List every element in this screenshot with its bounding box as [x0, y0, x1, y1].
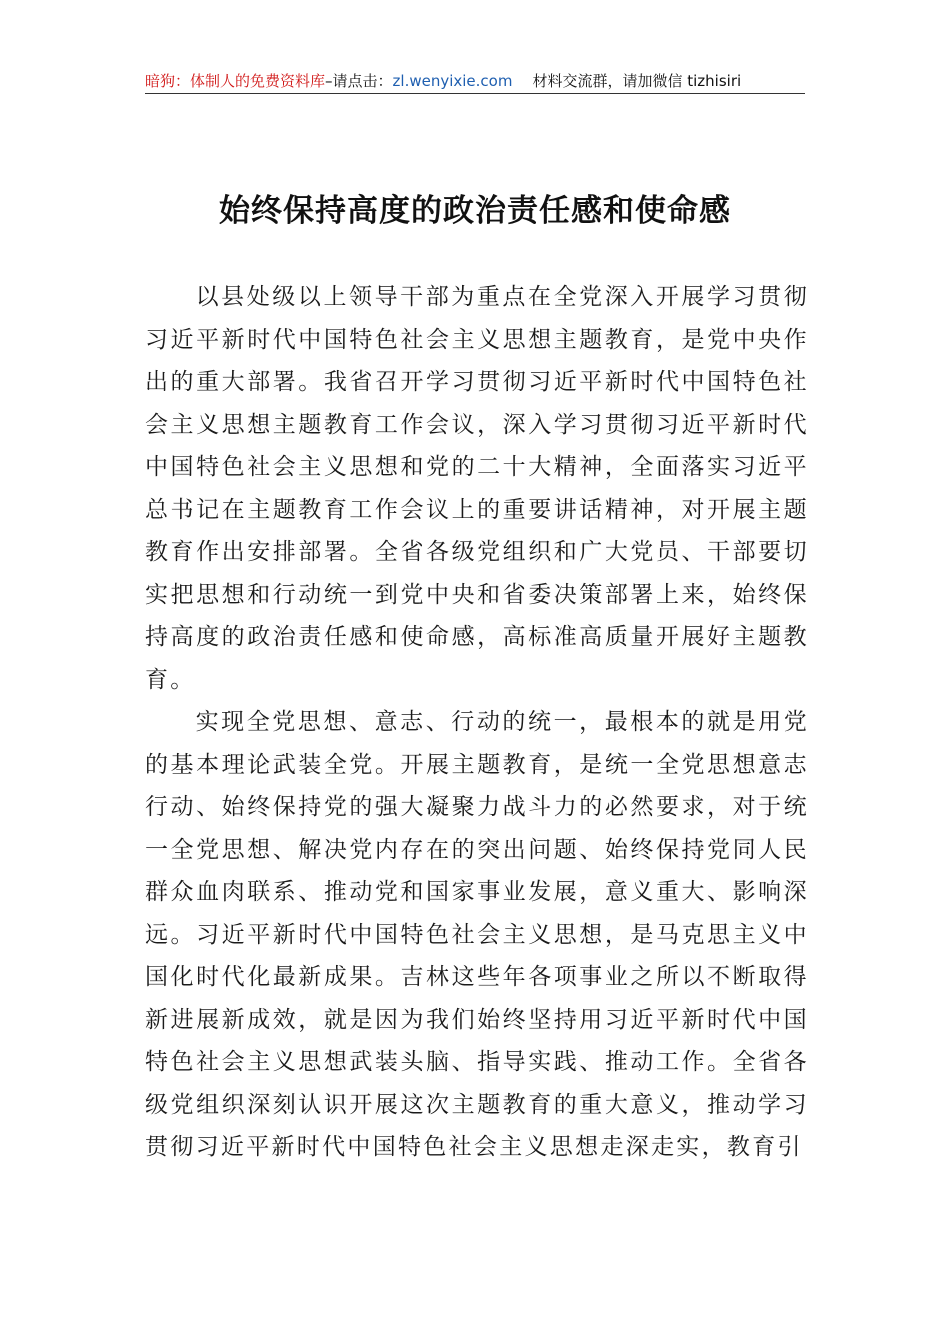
paragraph: 以县处级以上领导干部为重点在全党深入开展学习贯彻习近平新时代中国特色社会主义思想主题教育，是党中央作出的重大部署。我省召开学习贯彻习近平新时代中国特色社会主义思想主题教育工作会议，深入学习贯彻习近平新时代中国特色社会主义思想和党的二十大精神，全面落实习近平总书记在主题教育工作会议上的重要讲话精神，对开展主题教育作出安排部署。全省各级党组织和广大党员、干部要切实把思想和行动统一到党中央和省委决策部署上来，始终保持高度的政治责任感和使命感，高标准高质量开展好主题教育。 — [145, 284, 809, 693]
click-prompt: –请点击： — [325, 72, 393, 90]
site-url-link[interactable]: zl.wenyixie.com — [392, 72, 513, 90]
group-contact-text: 材料交流群，请加微信 tizhisiri — [532, 72, 742, 90]
paragraph: 实现全党思想、意志、行动的统一，最根本的就是用党的基本理论武装全党。开展主题教育，是统一全党思想意志行动、始终保持党的强大凝聚力战斗力的必然要求，对于统一全党思想、解决党内存在的突出问题、始终保持党同人民群众血肉联系、推动党和国家事业发展，意义重大、影响深远。习近平新时代中国特色社会主义思想，是马克思主义中国化时代化最新成果。吉林这些年各项事业之所以不断取得新进展新成效，就是因为我们始终坚持用习近平新时代中国特色社会主义思想武装头脑、指导实践、推动工作。全省各级党组织深刻认识开展这次主题教育的重大意义，推动学习贯彻习近平新时代中国特色社会主义思想走深走实，教育引 — [145, 709, 809, 1160]
header-divider — [145, 93, 805, 94]
document-body — [145, 276, 809, 1169]
site-label: 暗狗：体制人的免费资料库 — [145, 72, 326, 90]
page-header — [145, 70, 805, 94]
document-title: 始终保持高度的政治责任感和使命感 — [219, 192, 731, 229]
